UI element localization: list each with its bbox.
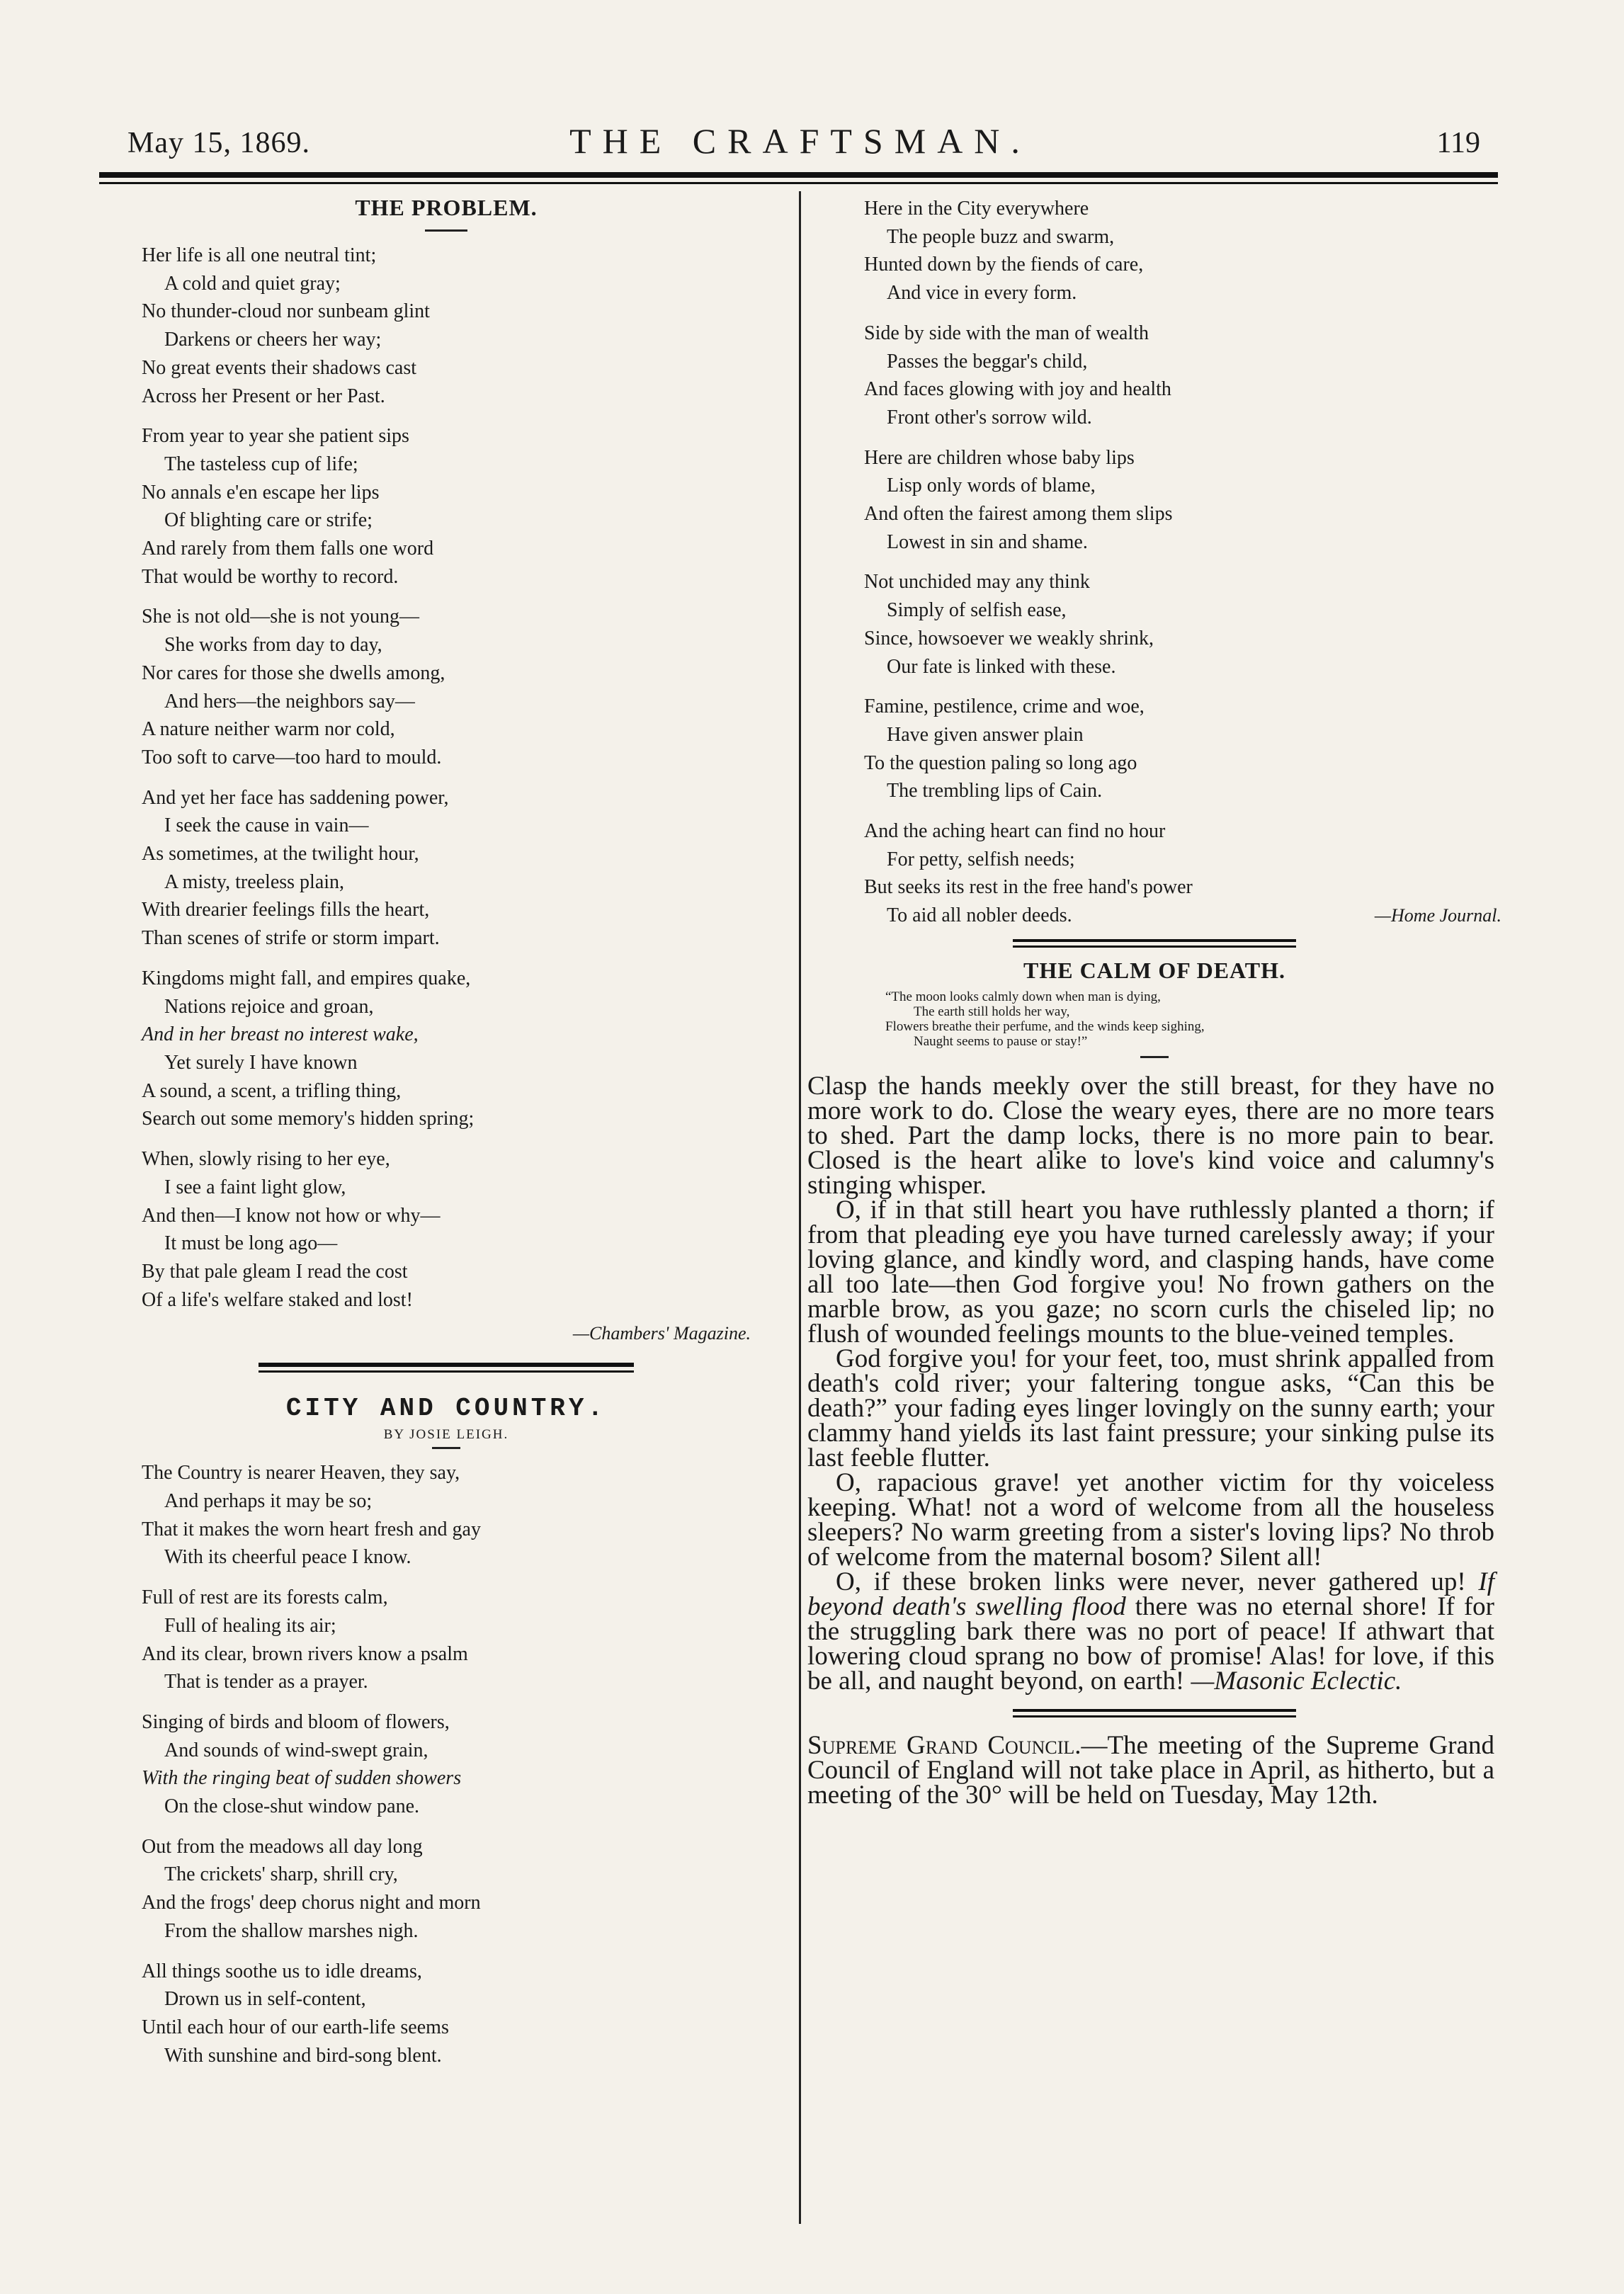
- poem-line: I seek the cause in vain—: [164, 814, 369, 837]
- column-divider: [799, 191, 801, 2224]
- poem-line: Side by side with the man of wealth: [864, 322, 1149, 344]
- byline: BY JOSIE LEIGH.: [383, 1427, 509, 1443]
- poem-title-city-country: CITY AND COUNTRY.: [285, 1394, 607, 1424]
- right-column: [807, 195, 1501, 1810]
- poem-city-country-part-1: [142, 1459, 751, 2069]
- page-number: 119: [1436, 127, 1480, 159]
- poem-line: By that pale gleam I read the cost: [142, 1260, 408, 1283]
- essay-body: [807, 1071, 1494, 1696]
- poem-line: And often the fairest among them slips: [864, 503, 1173, 526]
- poem-line: Of blighting care or strife;: [164, 509, 373, 532]
- poem-line: Yet surely I have known: [164, 1051, 358, 1074]
- poem-line: With its cheerful peace I know.: [164, 1546, 411, 1569]
- poem-line: Hunted down by the fiends of care,: [864, 254, 1144, 276]
- stanza: [142, 603, 751, 771]
- poem-line: A misty, treeless plain,: [164, 870, 345, 893]
- newspaper-title: THE CRAFTSMAN.: [569, 121, 1031, 161]
- poem-line: Lisp only words of blame,: [887, 475, 1096, 497]
- epigraph-line: Naught seems to pause or stay!”: [914, 1033, 1088, 1049]
- poem-line: With drearier feelings fills the heart,: [142, 899, 430, 921]
- poem-line: As sometimes, at the twilight hour,: [142, 843, 419, 865]
- poem-line: And rarely from them falls one word: [142, 538, 434, 560]
- stanza: [142, 1459, 751, 1572]
- notice-paragraph: [807, 1730, 1494, 1810]
- poem-line: Full of rest are its forests calm,: [142, 1586, 388, 1609]
- poem-line: No annals e'en escape her lips: [142, 481, 380, 504]
- poem-line: And hers—the neighbors say—: [164, 690, 415, 712]
- poem-line: Of a life's welfare staked and lost!: [142, 1288, 413, 1311]
- poem-line: When, slowly rising to her eye,: [142, 1148, 390, 1171]
- stanza: [864, 568, 1501, 681]
- epigraph-line: “The moon looks calmly down when man is dying,: [885, 989, 1161, 1004]
- poem-line: She works from day to day,: [164, 634, 382, 657]
- poem-line: No thunder-cloud nor sunbeam glint: [142, 300, 430, 323]
- section-divider: [259, 1363, 634, 1373]
- attribution-chambers: —Chambers' Magazine.: [572, 1323, 751, 1344]
- poem-line: To aid all nobler deeds.: [887, 904, 1072, 927]
- attribution-masonic-eclectic: —Masonic Eclectic.: [1191, 1666, 1402, 1696]
- poem-line: A nature neither warm nor cold,: [142, 718, 395, 741]
- poem-line: With the ringing beat of sudden showers: [142, 1767, 462, 1790]
- poem-line: The trembling lips of Cain.: [887, 780, 1103, 802]
- poem-line: Since, howsoever we weakly shrink,: [864, 627, 1154, 649]
- stanza: [864, 693, 1501, 805]
- poem-line: Not unchided may any think: [864, 571, 1090, 594]
- poem-line: It must be long ago—: [164, 1232, 338, 1255]
- stanza: [142, 1584, 751, 1696]
- poem-line: And vice in every form.: [887, 282, 1077, 305]
- epigraph-line: Flowers breathe their perfume, and the winds keep sighing,: [885, 1018, 1205, 1034]
- left-column: [142, 195, 751, 2082]
- poem-line: That is tender as a prayer.: [164, 1671, 368, 1693]
- poem-line: Front other's sorrow wild.: [887, 406, 1092, 428]
- epigraph-line: The earth still holds her way,: [914, 1004, 1070, 1019]
- epigraph: [885, 989, 1501, 1049]
- poem-line: Too soft to carve—too hard to mould.: [142, 746, 442, 768]
- poem-line: Here are children whose baby lips: [864, 446, 1135, 469]
- poem-line: All things soothe us to idle dreams,: [142, 1960, 422, 1982]
- poem-line: The Country is nearer Heaven, they say,: [142, 1462, 460, 1484]
- stanza: [142, 965, 751, 1133]
- poem-line: Singing of birds and bloom of flowers,: [142, 1710, 450, 1733]
- stanza: [864, 444, 1501, 557]
- poem-line: Search out some memory's hidden spring;: [142, 1108, 475, 1130]
- poem-the-problem: [142, 242, 751, 1314]
- stanza: [142, 1833, 751, 1946]
- poem-line: And the aching heart can find no hour: [864, 820, 1166, 843]
- poem-line: Out from the meadows all day long: [142, 1835, 423, 1858]
- poem-line: Have given answer plain: [887, 723, 1084, 746]
- poem-title-problem: THE PROBLEM.: [355, 195, 538, 220]
- poem-line: Darkens or cheers her way;: [164, 329, 382, 351]
- poem-line: The people buzz and swarm,: [887, 225, 1115, 248]
- paragraph-5: [807, 1567, 1494, 1696]
- poem-line: A cold and quiet gray;: [164, 272, 341, 295]
- poem-line: She is not old—she is not young—: [142, 606, 420, 628]
- poem-line: From year to year she patient sips: [142, 425, 409, 448]
- poem-line: Simply of selfish ease,: [887, 599, 1067, 622]
- poem-line: The crickets' sharp, shrill cry,: [164, 1863, 398, 1886]
- poem-line: And its clear, brown rivers know a psalm: [142, 1642, 468, 1665]
- poem-city-country-part-2: [807, 195, 1501, 930]
- poem-line: Across her Present or her Past.: [142, 385, 385, 407]
- stanza: [142, 1958, 751, 2070]
- stanza: [142, 242, 751, 410]
- poem-line: Here in the City everywhere: [864, 198, 1089, 220]
- poem-line: Than scenes of strife or storm impart.: [142, 927, 440, 950]
- paragraph-5-end: there was no eternal shore! If for the struggling bark there was no port of peace! If athwart that lowering cloud sprang no bow of promise! Alas! for love, if this be all, and naught beyond, on earth!: [807, 1591, 1494, 1696]
- stanza: [142, 422, 751, 591]
- poem-line: On the close-shut window pane.: [164, 1795, 420, 1818]
- poem-line: But seeks its rest in the free hand's power: [864, 876, 1193, 899]
- header-rule-thin: [99, 182, 1498, 184]
- poem-line: A sound, a scent, a trifling thing,: [142, 1079, 402, 1102]
- poem-line: And the frogs' deep chorus night and morn: [142, 1892, 481, 1914]
- stanza: [142, 1708, 751, 1821]
- paragraph-3: God forgive you! for your feet, too, must shrink appalled from death's cold river; your faltering tongue asks, “Can this be death?” your fading eyes linger lovingly on the sunny earth; your clammy hand yields its last faint pressure; your sinking pulse its last feeble flutter.: [807, 1344, 1494, 1472]
- byline-rule: [432, 1447, 460, 1449]
- notice-heading: Supreme Grand Council.: [807, 1730, 1081, 1760]
- poem-line: That would be worthy to record.: [142, 565, 399, 588]
- notice-text: —The meeting of the Supreme Grand Council of England will not take place in April, as hitherto, but a meeting of the 30° will be held on Tuesday, May 12th.: [807, 1730, 1494, 1810]
- stanza: [864, 319, 1501, 432]
- poem-line: With sunshine and bird-song blent.: [164, 2044, 442, 2067]
- attribution-home-journal: —Home Journal.: [1374, 904, 1501, 926]
- stanza: [142, 1145, 751, 1314]
- poem-line: I see a faint light glow,: [164, 1176, 346, 1198]
- poem-line: No great events their shadows cast: [142, 356, 416, 379]
- essay-title-calm-of-death: THE CALM OF DEATH.: [1023, 957, 1285, 983]
- poem-line: Nations rejoice and groan,: [164, 995, 374, 1018]
- poem-line: For petty, selfish needs;: [887, 848, 1075, 870]
- poem-line: From the shallow marshes nigh.: [164, 1919, 419, 1942]
- poem-line: Until each hour of our earth-life seems: [142, 2016, 449, 2038]
- poem-line: And sounds of wind-swept grain,: [164, 1739, 428, 1761]
- epigraph-rule: [1140, 1056, 1169, 1058]
- poem-line: Famine, pestilence, crime and woe,: [864, 695, 1145, 718]
- poem-line: Her life is all one neutral tint;: [142, 244, 377, 266]
- poem-line: Lowest in sin and shame.: [887, 530, 1088, 553]
- poem-line: Our fate is linked with these.: [887, 655, 1116, 678]
- poem-line: The tasteless cup of life;: [164, 453, 358, 475]
- paragraph-5-italic: If beyond death's swelling flood: [807, 1567, 1494, 1621]
- title-rule: [425, 229, 467, 232]
- poem-line: Nor cares for those she dwells among,: [142, 661, 445, 684]
- paragraph-2: O, if in that still heart you have ruthlessly planted a thorn; if from that pleading eye you have turned carelessly away; if your loving glance, and kindly word, and clasping hands, have come all too late—then God forgive you! No frown gathers on the marble brow, as you gaze; no scorn curls the chiseled lip; no flush of wounded feelings mounts to the blue-veined temples.: [807, 1195, 1494, 1348]
- issue-date: May 15, 1869.: [127, 127, 310, 159]
- poem-line: And faces glowing with joy and health: [864, 378, 1171, 401]
- stanza: [142, 784, 751, 953]
- notice: [807, 1730, 1494, 1810]
- poem-line: And perhaps it may be so;: [164, 1490, 373, 1513]
- poem-line: Drown us in self-content,: [164, 1988, 366, 2011]
- poem-line: That it makes the worn heart fresh and gay: [142, 1518, 481, 1540]
- header-rule-thick: [99, 172, 1498, 178]
- section-divider-2: [1013, 939, 1296, 948]
- poem-line: Full of healing its air;: [164, 1614, 336, 1637]
- poem-line: And then—I know not how or why—: [142, 1204, 441, 1227]
- poem-line: To the question paling so long ago: [864, 751, 1137, 774]
- paragraph-4: O, rapacious grave! yet another victim for thy voiceless keeping. What! not a word of welcome from all the houseless sleepers? No warm greeting from a sister's loving lips? No throb of welcome from the maternal bosom? Silent all!: [807, 1467, 1494, 1572]
- poem-line: Passes the beggar's child,: [887, 350, 1088, 373]
- poem-line: Kingdoms might fall, and empires quake,: [142, 967, 471, 989]
- poem-line: And yet her face has saddening power,: [142, 786, 449, 809]
- paragraph-5-start: O, if these broken links were never, never gathered up!: [836, 1567, 1466, 1596]
- masthead: [106, 120, 1494, 163]
- paragraph-1: Clasp the hands meekly over the still breast, for they have no more work to do. Close the weary eyes, there are no more tears to shed. Part the damp locks, there is no more pain to bear. Closed is the heart alike to love's kind voice and calumny's stinging whisper.: [807, 1071, 1494, 1200]
- stanza: [864, 195, 1501, 307]
- section-divider-3: [1013, 1709, 1296, 1717]
- poem-line: And in her breast no interest wake,: [142, 1023, 419, 1046]
